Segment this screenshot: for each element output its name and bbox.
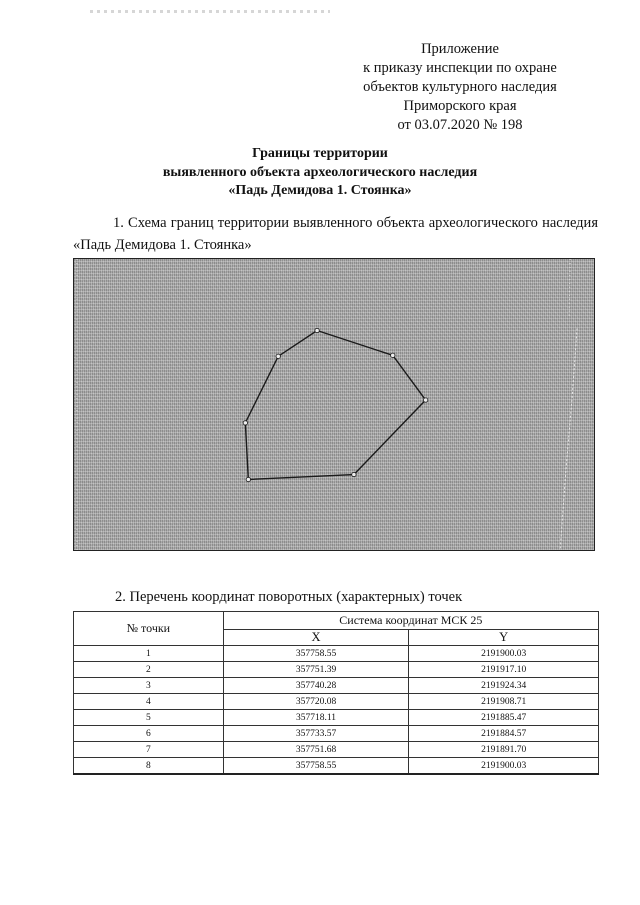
coordinates-table [73, 611, 599, 775]
point-number-cell: 4 [74, 694, 224, 710]
document-title [40, 145, 600, 201]
appendix-block [330, 40, 590, 135]
boundary-vertex-marker [246, 477, 250, 481]
appendix-line: от 03.07.2020 № 198 [397, 117, 523, 133]
table-row [74, 726, 599, 742]
appendix-line: объектов культурного наследия [363, 79, 557, 95]
boundary-vertex-marker [315, 328, 319, 332]
table-row [74, 758, 599, 775]
y-coordinate-cell: 2191908.71 [409, 694, 599, 710]
title-line: выявленного объекта археологического наследия [162, 164, 478, 180]
y-coordinate-cell: 2191900.03 [409, 758, 599, 775]
title-line: Границы территории [252, 146, 388, 161]
boundary-polygon [245, 331, 425, 480]
appendix-line: Приложение [421, 41, 499, 57]
x-coordinate-cell: 357751.39 [223, 662, 409, 678]
boundary-scheme-map [73, 258, 595, 551]
point-number-cell: 2 [74, 662, 224, 678]
y-coordinate-cell: 2191924.34 [409, 678, 599, 694]
y-coordinate-cell: 2191891.70 [409, 742, 599, 758]
map-edge-line [560, 329, 577, 550]
boundary-vertex-marker [423, 398, 427, 402]
point-number-cell: 3 [74, 678, 224, 694]
table-row [74, 678, 599, 694]
boundary-vertex-marker [243, 421, 247, 425]
x-coordinate-cell: 357740.28 [223, 678, 409, 694]
y-coordinate-cell: 2191900.03 [409, 646, 599, 662]
point-number-cell: 8 [74, 758, 224, 775]
x-coordinate-cell: 357758.55 [223, 646, 409, 662]
column-header-x: X [223, 630, 409, 646]
title-line: «Падь Демидова 1. Стоянка» [228, 183, 412, 198]
column-header-point: № точки [74, 612, 224, 646]
table-row [74, 646, 599, 662]
y-coordinate-cell: 2191917.10 [409, 662, 599, 678]
point-number-cell: 5 [74, 710, 224, 726]
table-row [74, 710, 599, 726]
point-number-cell: 1 [74, 646, 224, 662]
appendix-line: к приказу инспекции по охране [363, 60, 557, 76]
section-2-heading: 2. Перечень координат поворотных (характерных) точек [115, 589, 463, 605]
boundary-vertex-marker [352, 472, 356, 476]
boundary-vertex-marker [276, 354, 280, 358]
x-coordinate-cell: 357758.55 [223, 758, 409, 775]
point-number-cell: 6 [74, 726, 224, 742]
x-coordinate-cell: 357733.57 [223, 726, 409, 742]
table-row [74, 662, 599, 678]
x-coordinate-cell: 357718.11 [223, 710, 409, 726]
section-1-heading: 1. Схема границ территории выявленного объекта археологического наследия «Падь Демидова 1. Стоянка» [73, 215, 598, 253]
column-header-y: Y [409, 630, 599, 646]
scan-artifact [90, 10, 330, 13]
map-edge-line [569, 259, 570, 319]
x-coordinate-cell: 357720.08 [223, 694, 409, 710]
table-row [74, 694, 599, 710]
boundary-vertex-marker [391, 353, 395, 357]
y-coordinate-cell: 2191884.57 [409, 726, 599, 742]
y-coordinate-cell: 2191885.47 [409, 710, 599, 726]
table-row [74, 742, 599, 758]
appendix-line: Приморского края [403, 98, 517, 114]
boundary-scheme-svg [74, 259, 594, 550]
column-header-system: Система координат МСК 25 [223, 612, 598, 630]
x-coordinate-cell: 357751.68 [223, 742, 409, 758]
point-number-cell: 7 [74, 742, 224, 758]
